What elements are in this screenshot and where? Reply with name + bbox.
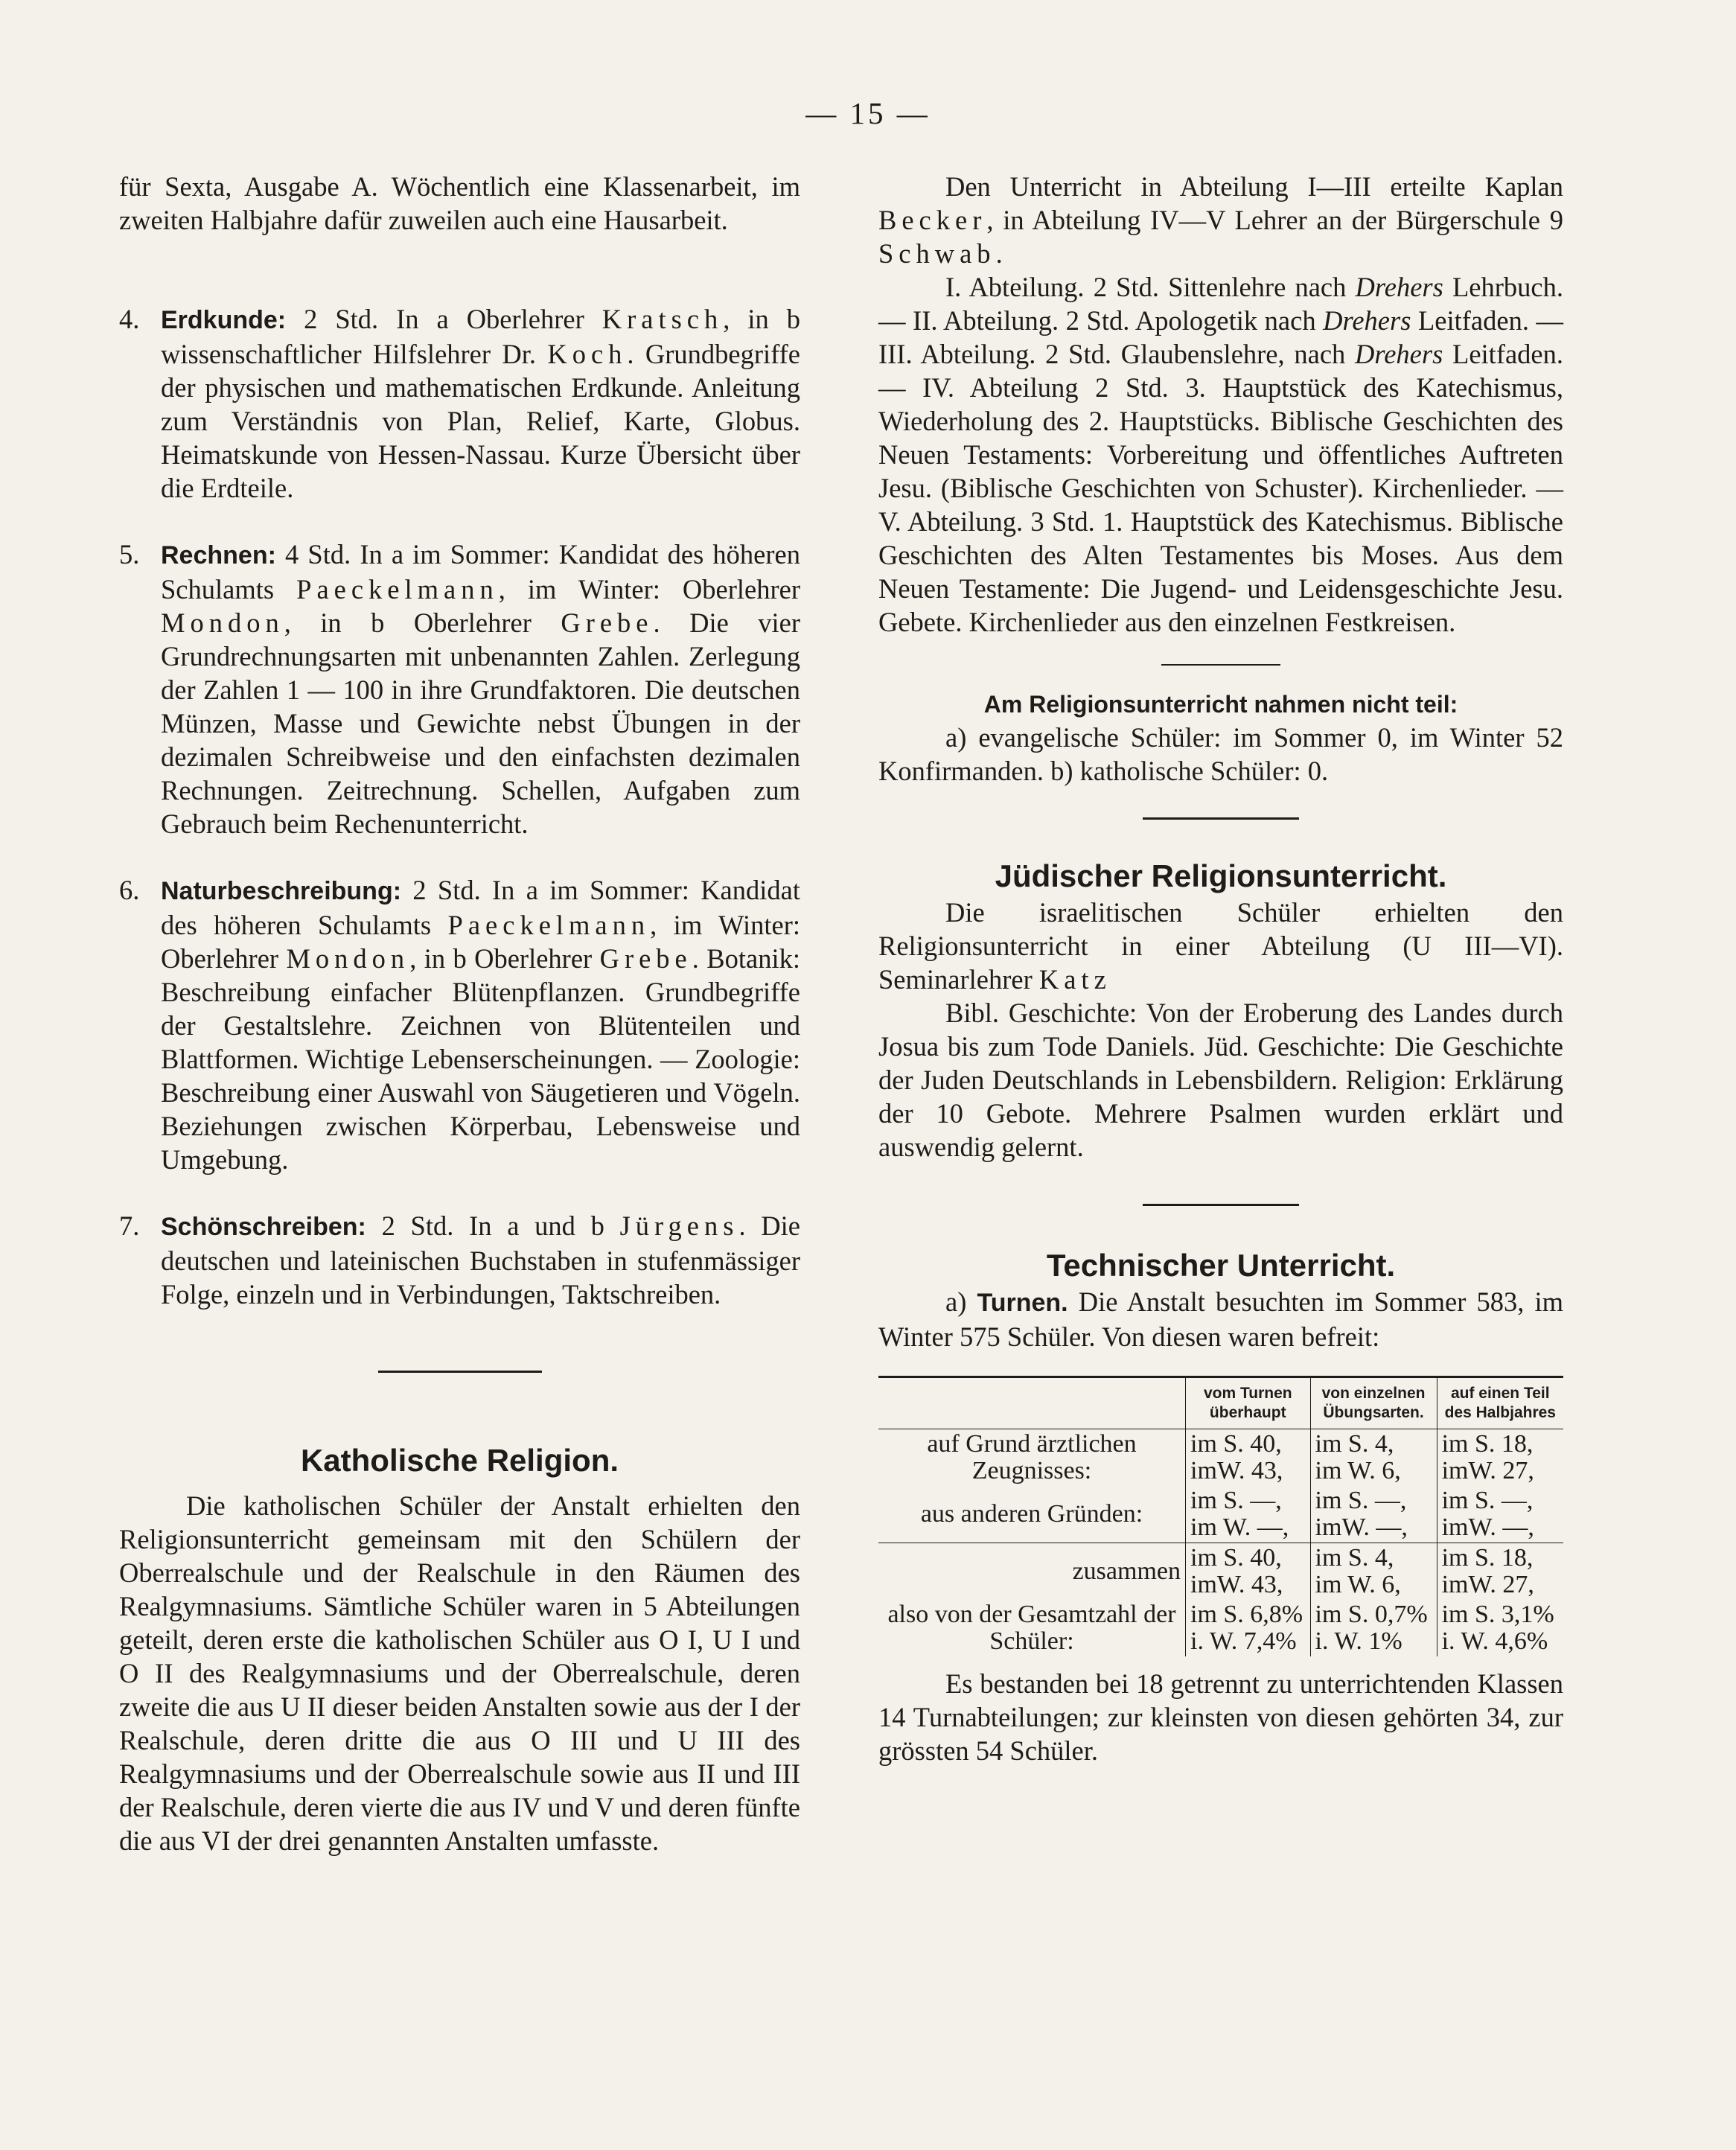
item-number: 7. <box>119 1210 140 1241</box>
item-title: Schönschreiben: <box>161 1213 366 1241</box>
cell-line: i. W. 1% <box>1315 1627 1402 1655</box>
table-row-percent <box>878 1600 1563 1656</box>
item-body <box>161 538 800 840</box>
row-label: also von der Gesamtzahl der Schüler: <box>887 1601 1176 1655</box>
text: I. Abteilung. 2 Std. Sittenlehre nach <box>945 272 1356 302</box>
table-cell <box>1437 1600 1563 1656</box>
cell-line: imW. 27, <box>1441 1571 1534 1598</box>
teacher-name: Becker <box>878 205 987 235</box>
teacher-name: Jürgens <box>619 1210 739 1241</box>
cell-line: im S. 18, <box>1441 1430 1534 1458</box>
cell-line: im S. 18, <box>1441 1544 1534 1572</box>
text: Die Anstalt besuchten im Sommer 583, im Winter 575 Schüler. Von diesen waren befreit: <box>878 1286 1564 1352</box>
table-header-row <box>878 1377 1563 1429</box>
heading-technischer-unterricht: Technischer Unterricht. <box>1046 1248 1396 1283</box>
column-header: von einzelnen Übungsarten. <box>1310 1377 1437 1429</box>
text: Den Unterricht in Abteilung I—III erteilte Kaplan <box>945 171 1563 202</box>
heading-katholische-religion: Katholische Religion. <box>300 1443 619 1478</box>
heading-juedischer-religionsunterricht: Jüdischer Religionsunterricht. <box>995 858 1447 893</box>
heading-nicht-teilgenommen: Am Religionsunterricht nahmen nicht teil: <box>983 691 1458 718</box>
row-label: auf Grund ärztlichen Zeugnisses: <box>878 1429 1186 1487</box>
cell-line: imW. 27, <box>1441 1457 1534 1484</box>
item-text: , in b Oberlehrer <box>284 607 561 638</box>
juedisch-paragraph-2: Bibl. Geschichte: Von der Eroberung des Landes durch Josua bis zum Tode Daniels. Jüd. Geschichte: Die Geschichte der Juden Deutschlands in Lebensbildern. Religion: Erklärung der 10 Gebote. Mehrere Psalmen wurden erklärt und auswendig gelernt. <box>878 998 1563 1162</box>
teacher-name: Paeckelmann <box>447 910 651 940</box>
table-cell <box>1437 1543 1563 1601</box>
cell-line: im S. —, <box>1190 1487 1282 1514</box>
katholische-religion-text: Die katholischen Schüler der Anstalt erhielten den Religionsunterricht gemeinsam mit den Schülern der Oberrealschule und der Realschule in den Räumen des Realgymnasiums. Sämtliche Schüler waren in 5 Abteilungen geteilt, deren erste die katholischen Schüler aus O I, U I und O II des Realgymnasiums und der Oberrealschule, deren zweite die aus U II dieser beiden Anstalten sowie aus der I der Realschule, deren dritte die aus O III und U III des Realgymnasiums und der Oberrealschule sowie aus II und III der Realschule, deren vierte die aus IV und V und deren fünfte die aus VI der drei genannten Anstalten umfasste. <box>119 1490 800 1856</box>
subsection-title: Turnen. <box>977 1289 1068 1317</box>
item-text: 2 Std. In a und b <box>366 1210 620 1241</box>
teacher-name: Katz <box>1038 964 1111 995</box>
cell-line: im S. 3,1% <box>1441 1601 1554 1628</box>
cell-line: imW. —, <box>1441 1513 1534 1541</box>
teacher-name: Grebe <box>561 607 654 638</box>
cell-line: im W. —, <box>1190 1513 1289 1541</box>
cell-line: im S. 4, <box>1315 1544 1394 1572</box>
table-cell <box>1437 1429 1563 1487</box>
table-cell <box>1186 1429 1311 1487</box>
cell-line: i. W. 7,4% <box>1190 1627 1297 1655</box>
teacher-name: Mondon <box>286 943 410 974</box>
cell-line: i. W. 4,6% <box>1441 1627 1548 1655</box>
turnabteilungen-text: Es bestanden bei 18 getrennt zu unterrichtenden Klassen 14 Turnabteilungen; zur kleinsten von diesen gehörten 34, zur grössten 54 Schüler. <box>878 1668 1563 1766</box>
item-body <box>161 873 800 1176</box>
author-name: Drehers <box>1323 305 1411 336</box>
table-cell <box>1186 1486 1311 1543</box>
cell-line: im W. 6, <box>1315 1571 1401 1598</box>
item-body <box>161 302 800 505</box>
item-title: Erdkunde: <box>161 306 287 334</box>
cell-line: im S. 40, <box>1190 1544 1282 1572</box>
text: Leitfaden. — III. Abteilung. 2 Std. Glaubenslehre, nach <box>878 305 1563 369</box>
row-label: zusammen <box>878 1543 1186 1601</box>
table-corner <box>878 1377 1186 1429</box>
item-text: , im Winter: Oberlehrer <box>161 910 800 974</box>
table-row-total <box>878 1543 1563 1601</box>
item-text: 2 Std. In a im Sommer: Kandidat des höheren Schulamts <box>161 875 800 940</box>
item-text: . Grundbegriffe der physischen und mathematischen Erdkunde. Anleitung zum Verständnis von Plan, Relief, Karte, Globus. Heimatskunde von Hessen-Nassau. Kurze Übersicht über die Erdteile. <box>161 339 800 503</box>
turnen-paragraph <box>878 1285 1563 1353</box>
right-column <box>878 170 1563 1767</box>
list-item-schoenschreiben <box>119 1209 800 1311</box>
cell-line: imW. 43, <box>1190 1571 1283 1598</box>
column-header: vom Turnen überhaupt <box>1186 1377 1311 1429</box>
item-text: , in b Oberlehrer <box>409 943 600 974</box>
page-number: — 15 — <box>805 96 931 130</box>
table-cell <box>1310 1543 1437 1601</box>
item-text: 2 Std. In a Oberlehrer <box>286 304 602 334</box>
item-text: , in b wissenschaftlicher Hilfslehrer Dr. <box>161 304 800 369</box>
item-title: Rechnen: <box>161 541 276 570</box>
table-cell <box>1310 1600 1437 1656</box>
teacher-name: Schwab <box>878 238 996 269</box>
item-number: 5. <box>119 539 140 570</box>
cell-line: im S. 0,7% <box>1315 1601 1428 1628</box>
paragraph-abteilungen <box>878 270 1563 639</box>
column-header: auf einen Teil des Halbjahres <box>1437 1377 1563 1429</box>
item-text: . Die vier Grundrechnungsarten mit unbenannten Zahlen. Zerlegung der Zahlen 1 — 100 in ihre Grundfaktoren. Die deutschen Münzen, Masse und Gewichte nebst Übungen in der dezimalen Schreibweise und den einfachsten dezimalen Rechnungen. Zeitrechnung. Schellen, Aufgaben zum Gebrauch beim Rechenunterricht. <box>161 607 800 839</box>
item-body <box>161 1209 800 1311</box>
teacher-name: Kratsch <box>601 304 724 334</box>
cell-line: im S. 4, <box>1315 1430 1394 1458</box>
text: Lehrbuch. — II. Abteilung. 2 Std. Apologetik nach <box>878 272 1563 336</box>
table-cell <box>1437 1486 1563 1543</box>
list-item-naturbeschreibung <box>119 873 800 1176</box>
teacher-name: Paeckelmann <box>296 574 499 605</box>
table-cell <box>1186 1543 1311 1601</box>
left-column <box>119 170 800 1857</box>
table-cell <box>1310 1429 1437 1487</box>
teacher-name: Grebe <box>599 943 692 974</box>
item-text: , im Winter: Oberlehrer <box>498 574 800 605</box>
befreiungen-table <box>878 1376 1563 1656</box>
item-title: Naturbeschreibung: <box>161 877 402 905</box>
teacher-name: Koch <box>547 339 628 369</box>
cell-line: imW. —, <box>1315 1513 1408 1541</box>
teacher-name: Mondon <box>161 607 284 638</box>
cell-line: im S. 40, <box>1190 1430 1282 1458</box>
table-row <box>878 1486 1563 1543</box>
cell-line: im S. —, <box>1315 1487 1407 1514</box>
text: Die israelitischen Schüler erhielten den Religionsunterricht in einer Abteilung (U III—VI). Seminarlehrer <box>878 897 1563 995</box>
juedisch-paragraph-1 <box>878 896 1563 996</box>
intro-paragraph: für Sexta, Ausgabe A. Wöchentlich eine Klassenarbeit, im zweiten Halbjahre dafür zuweilen auch eine Hausarbeit. <box>119 171 800 235</box>
list-item-erdkunde <box>119 302 800 505</box>
item-number: 4. <box>119 304 140 334</box>
list-item-rechnen <box>119 538 800 840</box>
text: Leitfaden. — IV. Abteilung 2 Std. 3. Hauptstück des Katechismus, Wiederholung des 2. Hauptstücks. Biblische Geschichten des Neuen Testaments: Vorbereitung und öffentliches Auftreten Jesu. (Biblische Geschichten von Schuster). Kirchenlieder. — V. Abteilung. 3 Std. 1. Hauptstück des Katechismus. Biblische Geschichten des Alten Testamentes bis Moses. Aus dem Neuen Testamente: Die Jugend- und Leidensgeschichte Jesu. Gebete. Kirchenlieder aus den einzelnen Festkreisen. <box>878 339 1563 637</box>
text: . <box>995 238 1003 269</box>
text: a) <box>945 1286 977 1317</box>
text: , in Abteilung IV—V Lehrer an der Bürgerschule 9 <box>986 205 1563 235</box>
cell-line: im W. 6, <box>1315 1457 1401 1484</box>
table-row <box>878 1429 1563 1487</box>
table-cell <box>1186 1600 1311 1656</box>
item-number: 6. <box>119 875 140 905</box>
row-label: aus anderen Gründen: <box>920 1500 1143 1528</box>
nicht-teilgenommen-text: a) evangelische Schüler: im Sommer 0, im Winter 52 Konfirmanden. b) katholische Schüler: 0. <box>878 722 1563 786</box>
cell-line: im S. —, <box>1441 1487 1534 1514</box>
item-text: . Die deutschen und lateinischen Buchstaben in stufenmässiger Folge, einzeln und in Verbindungen, Taktschreiben. <box>161 1210 801 1310</box>
cell-line: im S. 6,8% <box>1190 1601 1303 1628</box>
author-name: Drehers <box>1355 339 1443 369</box>
item-text: 4 Std. In a im Sommer: Kandidat des höheren Schulamts <box>161 539 800 605</box>
author-name: Drehers <box>1355 272 1443 302</box>
table-cell <box>1310 1486 1437 1543</box>
paragraph-unterricht <box>878 170 1563 270</box>
cell-line: imW. 43, <box>1190 1457 1283 1484</box>
item-text: . Botanik: Beschreibung einfacher Blütenpflanzen. Grundbegriffe der Gestaltslehre. Zeichnen von Blütenteilen und Blattformen. Wichtige Lebenserscheinungen. — Zoologie: Beschreibung einer Auswahl von Säugetieren und Vögeln. Beziehungen zwischen Körperbau, Lebensweise und Umgebung. <box>161 943 800 1175</box>
